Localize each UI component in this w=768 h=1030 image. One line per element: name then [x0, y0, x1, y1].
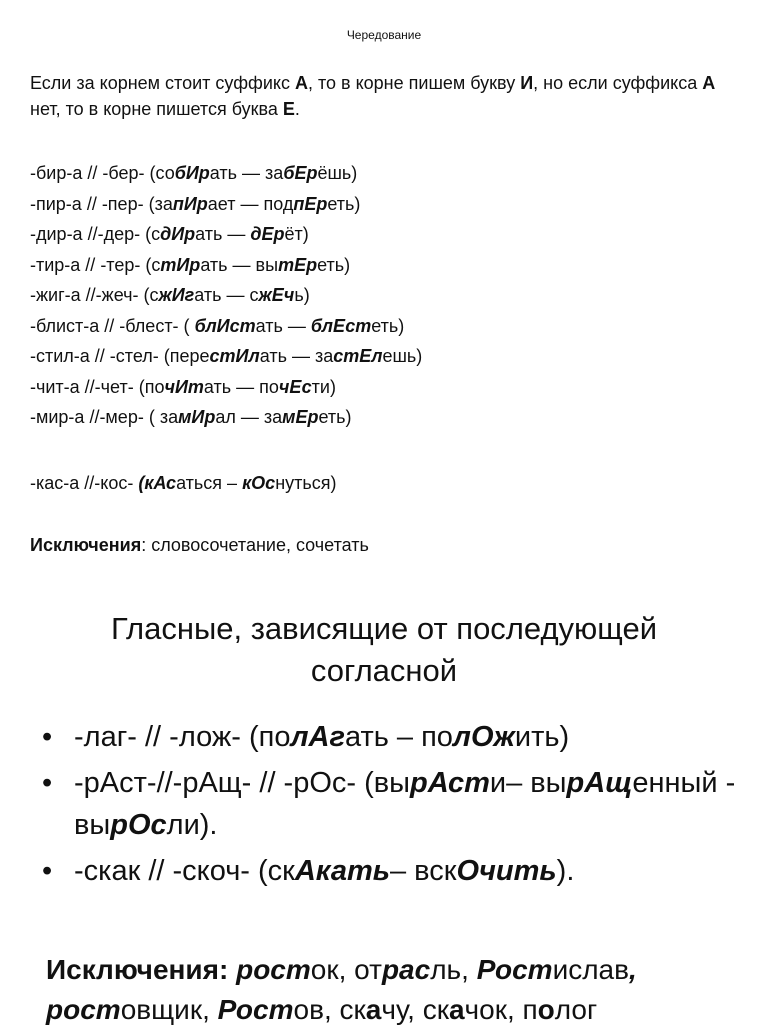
- text-run: а: [448, 994, 465, 1025]
- text-run: мЕр: [282, 407, 319, 427]
- text-run: ль,: [430, 954, 477, 985]
- list-item: [40, 762, 740, 846]
- text-run: тЕр: [278, 254, 318, 275]
- text-run: кОс: [242, 473, 276, 493]
- text-run: -лаг- // -лож- (по: [74, 721, 291, 753]
- text-run: ал — за: [215, 407, 283, 427]
- rule-line: [30, 219, 730, 250]
- text-run: лАг: [290, 721, 345, 753]
- text-run: -блист-а // -блест- (: [30, 315, 195, 336]
- rule-line: [30, 311, 730, 342]
- bullet-icon: •: [42, 767, 53, 799]
- text-run: рост: [46, 994, 121, 1025]
- text-run: ать — за: [259, 346, 334, 366]
- rule-line: [30, 189, 730, 220]
- text-run: енный - вы: [74, 767, 736, 841]
- text-run: бЕр: [283, 163, 318, 183]
- text-run: пИр: [172, 193, 208, 214]
- text-run: -кас-а //-кос-: [30, 473, 139, 493]
- rule-line: [30, 158, 730, 189]
- text-run: а: [365, 994, 382, 1025]
- text-run: Акать: [294, 855, 390, 887]
- text-run: нуться): [275, 473, 337, 493]
- kas-kos-rule: [30, 468, 337, 498]
- text-run: чИт: [164, 376, 204, 397]
- rule-line: [30, 250, 730, 281]
- section-heading: Гласные, зависящие от последующей согласной: [110, 611, 658, 688]
- text-run: ить): [514, 721, 570, 753]
- text-run: рОс: [110, 809, 167, 841]
- text-run: Исключения:: [46, 954, 237, 985]
- text-run: Рост: [217, 994, 294, 1025]
- text-run: ать – по: [344, 721, 453, 753]
- list-item-text: [74, 767, 735, 841]
- text-run: аться –: [176, 473, 243, 493]
- page-title: Чередование: [346, 28, 422, 42]
- text-run: -скак // -скоч- (ск: [74, 855, 295, 887]
- rule-line: [30, 341, 730, 372]
- text-run: .: [294, 99, 300, 119]
- text-run: А: [702, 73, 716, 93]
- text-run: рост: [236, 954, 311, 985]
- text-run: пЕр: [293, 193, 328, 214]
- text-run: ать — с: [194, 285, 259, 305]
- text-run: , но если суффикса: [533, 73, 703, 93]
- text-run: еть): [371, 315, 405, 336]
- text-run: жЕч: [258, 285, 295, 305]
- text-run: ает — под: [207, 193, 294, 214]
- text-run: рАщ: [566, 767, 633, 799]
- text-run: ать — по: [203, 376, 279, 397]
- text-run: ать —: [195, 224, 251, 244]
- exceptions-line: [30, 531, 369, 559]
- bullet-list: [40, 716, 740, 896]
- list-item-text: [74, 721, 569, 753]
- text-run: дИр: [160, 224, 196, 244]
- rule-line: [30, 402, 730, 433]
- text-run: ).: [556, 855, 575, 887]
- rule-line: [30, 372, 730, 403]
- text-run: блЕст: [310, 315, 372, 336]
- list-item: [40, 850, 740, 892]
- text-run: рас: [381, 954, 431, 985]
- text-run: чу, ск: [381, 994, 449, 1025]
- text-run: : словосочетание, сочетать: [141, 535, 369, 555]
- text-run: (кАс: [138, 473, 177, 493]
- text-run: стИл: [209, 346, 260, 366]
- text-run: -мир-а //-мер- ( за: [30, 407, 179, 427]
- text-run: Е: [282, 99, 295, 119]
- text-run: ли).: [166, 809, 218, 841]
- text-run: мИр: [178, 407, 216, 427]
- text-run: еть): [318, 407, 352, 427]
- text-run: жИг: [158, 285, 195, 305]
- text-run: -рАст-//-рАщ- // -рОс- (вы: [74, 767, 411, 799]
- intro-paragraph: [30, 70, 730, 122]
- text-run: А: [294, 73, 308, 93]
- text-run: ёт): [284, 224, 309, 244]
- text-run: ать —: [255, 315, 311, 336]
- text-run: ов, ск: [293, 994, 366, 1025]
- text-run: чок, п: [464, 994, 538, 1025]
- text-run: еть): [327, 193, 361, 214]
- text-run: -дир-а //-дер- (с: [30, 224, 161, 244]
- text-run: рАст: [410, 767, 490, 799]
- list-item-text: [74, 855, 574, 887]
- text-run: -пир-а // -пер- (за: [30, 193, 173, 214]
- text-run: ать — вы: [200, 254, 279, 275]
- bullet-icon: •: [42, 855, 53, 887]
- text-run: бИр: [174, 163, 210, 183]
- text-run: ать — за: [209, 163, 284, 183]
- text-run: тИр: [160, 254, 201, 275]
- text-run: стЕл: [333, 346, 383, 366]
- text-run: дЕр: [250, 224, 285, 244]
- text-run: ёшь): [317, 163, 358, 183]
- text-run: ь): [294, 285, 310, 305]
- text-run: Рост: [476, 954, 553, 985]
- rule-line: [30, 280, 730, 311]
- text-run: -стил-а // -стел- (пере: [30, 346, 210, 366]
- bullet-icon: •: [42, 721, 53, 753]
- text-run: И: [520, 73, 534, 93]
- text-run: -тир-а // -тер- (с: [30, 254, 161, 275]
- text-run: -жиг-а //-жеч- (с: [30, 285, 159, 305]
- text-run: о: [537, 994, 555, 1025]
- text-run: Если за корнем стоит суффикс: [30, 73, 295, 93]
- alternation-rules-list: [30, 158, 730, 433]
- text-run: ешь): [382, 346, 423, 366]
- exceptions-paragraph: [46, 950, 746, 1030]
- text-run: Очить: [456, 855, 557, 887]
- text-run: Исключения: [30, 535, 142, 555]
- text-run: , то в корне пишем букву: [307, 73, 521, 93]
- text-run: -чит-а //-чет- (по: [30, 376, 165, 397]
- text-run: еть): [317, 254, 351, 275]
- text-run: блИст: [194, 315, 256, 336]
- text-run: лОж: [452, 721, 515, 753]
- text-run: овщик,: [120, 994, 218, 1025]
- text-run: ,: [629, 954, 637, 985]
- text-run: – вск: [390, 855, 457, 887]
- list-item: [40, 716, 740, 758]
- text-run: чЕс: [278, 376, 312, 397]
- text-run: ти): [311, 376, 336, 397]
- text-run: нет, то в корне пишется буква: [30, 99, 283, 119]
- text-run: ислав: [552, 954, 630, 985]
- text-run: -бир-а // -бер- (со: [30, 163, 175, 183]
- text-run: ок, от: [310, 954, 382, 985]
- text-run: и– вы: [489, 767, 567, 799]
- text-run: лог: [554, 994, 598, 1025]
